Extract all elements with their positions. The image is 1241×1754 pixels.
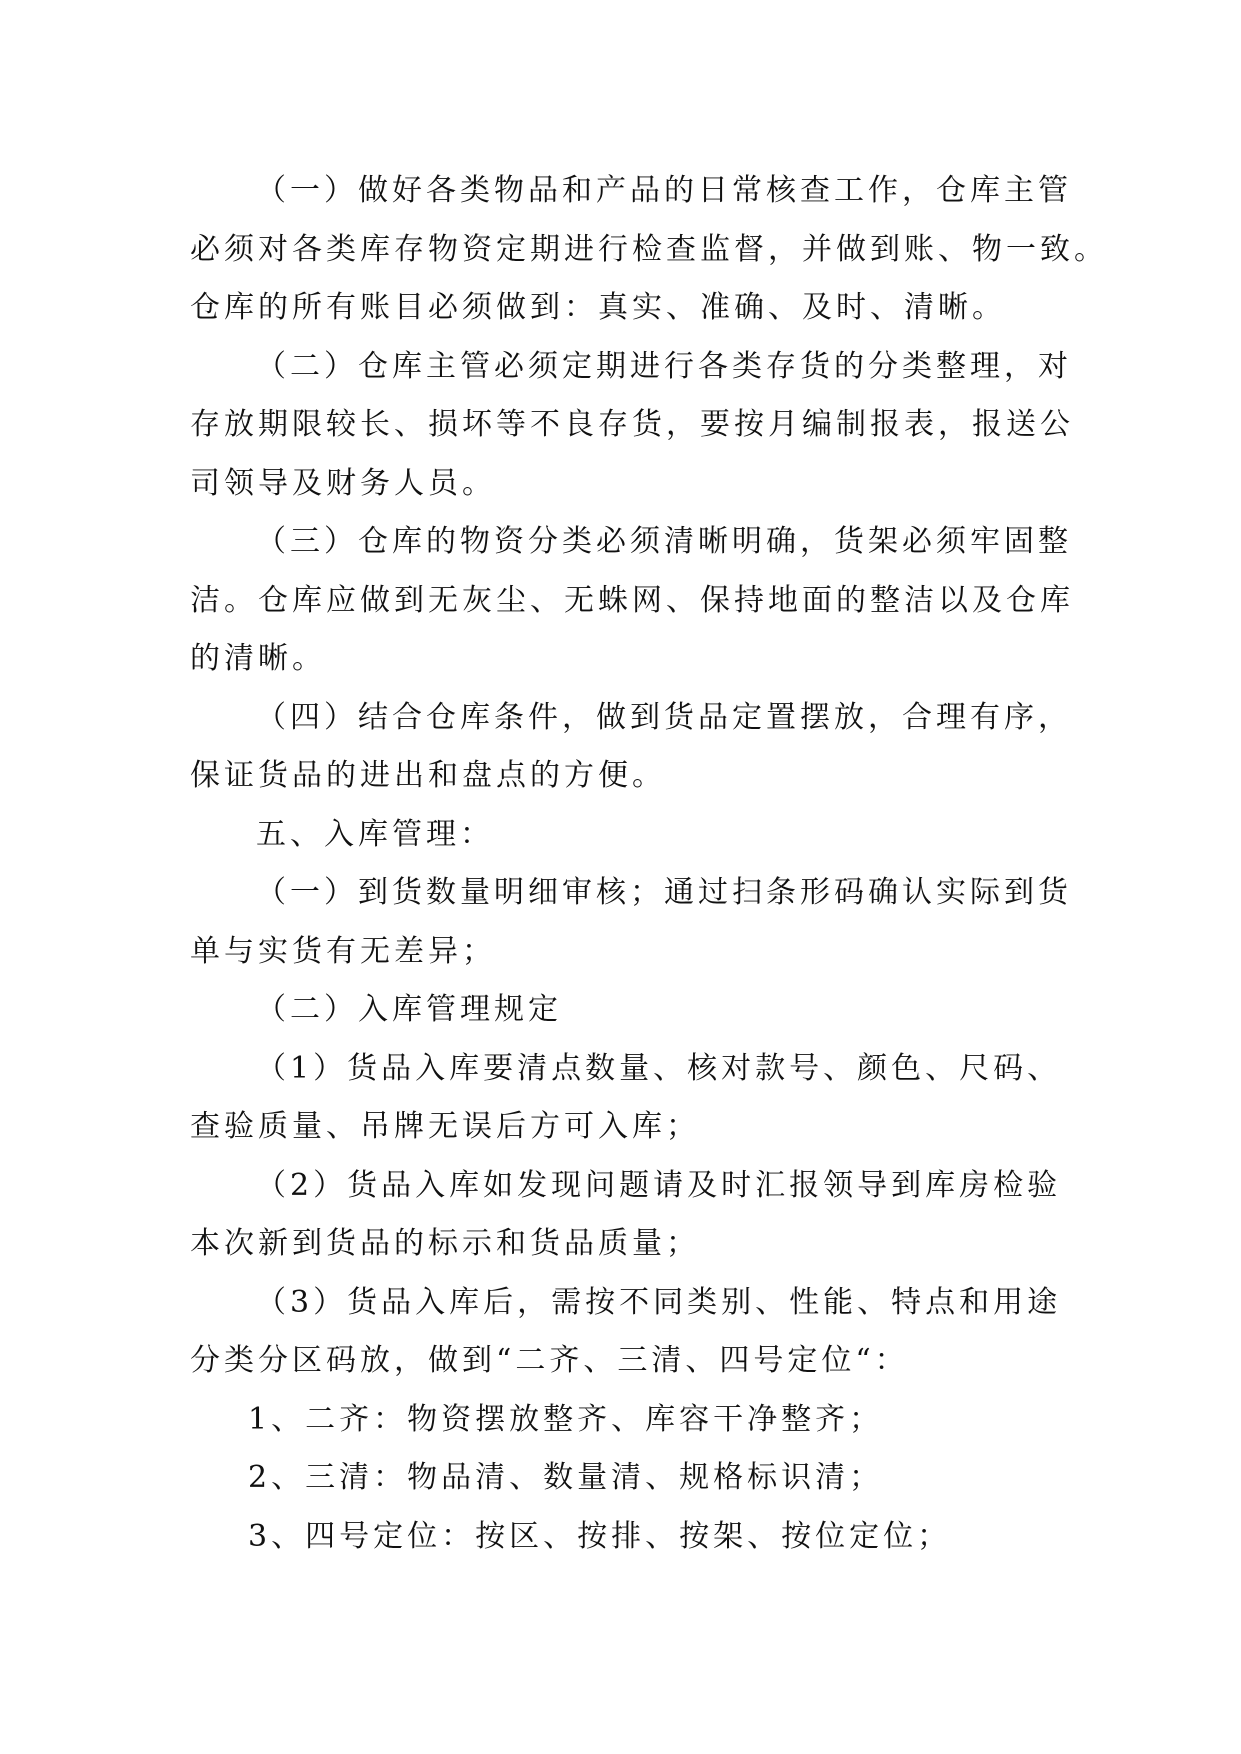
text-line: （二）入库管理规定 (256, 992, 562, 1027)
text-line: （一）做好各类物品和产品的日常核查工作，仓库主管 (256, 173, 1072, 208)
text-line: 洁。仓库应做到无灰尘、无蛛网、保持地面的整洁以及仓库 (190, 582, 1074, 618)
text-line: （3）货品入库后，需按不同类别、性能、特点和用途 (256, 1284, 1062, 1320)
text-line: 本次新到货品的标示和货品质量； (190, 1226, 700, 1261)
text-line: （1）货品入库要清点数量、核对款号、颜色、尺码、 (256, 1050, 1062, 1086)
text-line: （三）仓库的物资分类必须清晰明确，货架必须牢固整 (256, 524, 1072, 559)
text-line: 仓库的所有账目必须做到：真实、准确、及时、清晰。 (190, 290, 1006, 325)
text-line: 必须对各类库存物资定期进行检查监督，并做到账、物一致。 (190, 231, 1108, 267)
text-line: 单与实货有无差异； (190, 933, 496, 969)
text-line: （二）仓库主管必须定期进行各类存货的分类整理，对 (256, 348, 1072, 384)
text-line: （一）到货数量明细审核；通过扫条形码确认实际到货 (256, 875, 1072, 910)
text-line: 的清晰。 (190, 641, 326, 676)
text-line: 查验质量、吊牌无误后方可入库； (190, 1109, 700, 1144)
text-line: （2）货品入库如发现问题请及时汇报领导到库房检验 (256, 1167, 1062, 1203)
text-line: 1、二齐：物资摆放整齐、库容干净整齐； (248, 1401, 884, 1437)
text-line: 司领导及财务人员。 (190, 465, 496, 501)
text-line: 保证货品的进出和盘点的方便。 (190, 758, 666, 793)
text-line: 2、三清：物品清、数量清、规格标识清； (248, 1460, 884, 1495)
text-line: 存放期限较长、损坏等不良存货，要按月编制报表，报送公 (190, 407, 1074, 442)
text-line: （四）结合仓库条件，做到货品定置摆放，合理有序， (256, 699, 1072, 735)
text-line: 五、入库管理： (256, 816, 494, 852)
document-body (190, 162, 1108, 1566)
text-line: 3、四号定位：按区、按排、按架、按位定位； (248, 1518, 952, 1554)
text-line: 分类分区码放，做到“二齐、三清、四号定位“： (190, 1343, 909, 1378)
